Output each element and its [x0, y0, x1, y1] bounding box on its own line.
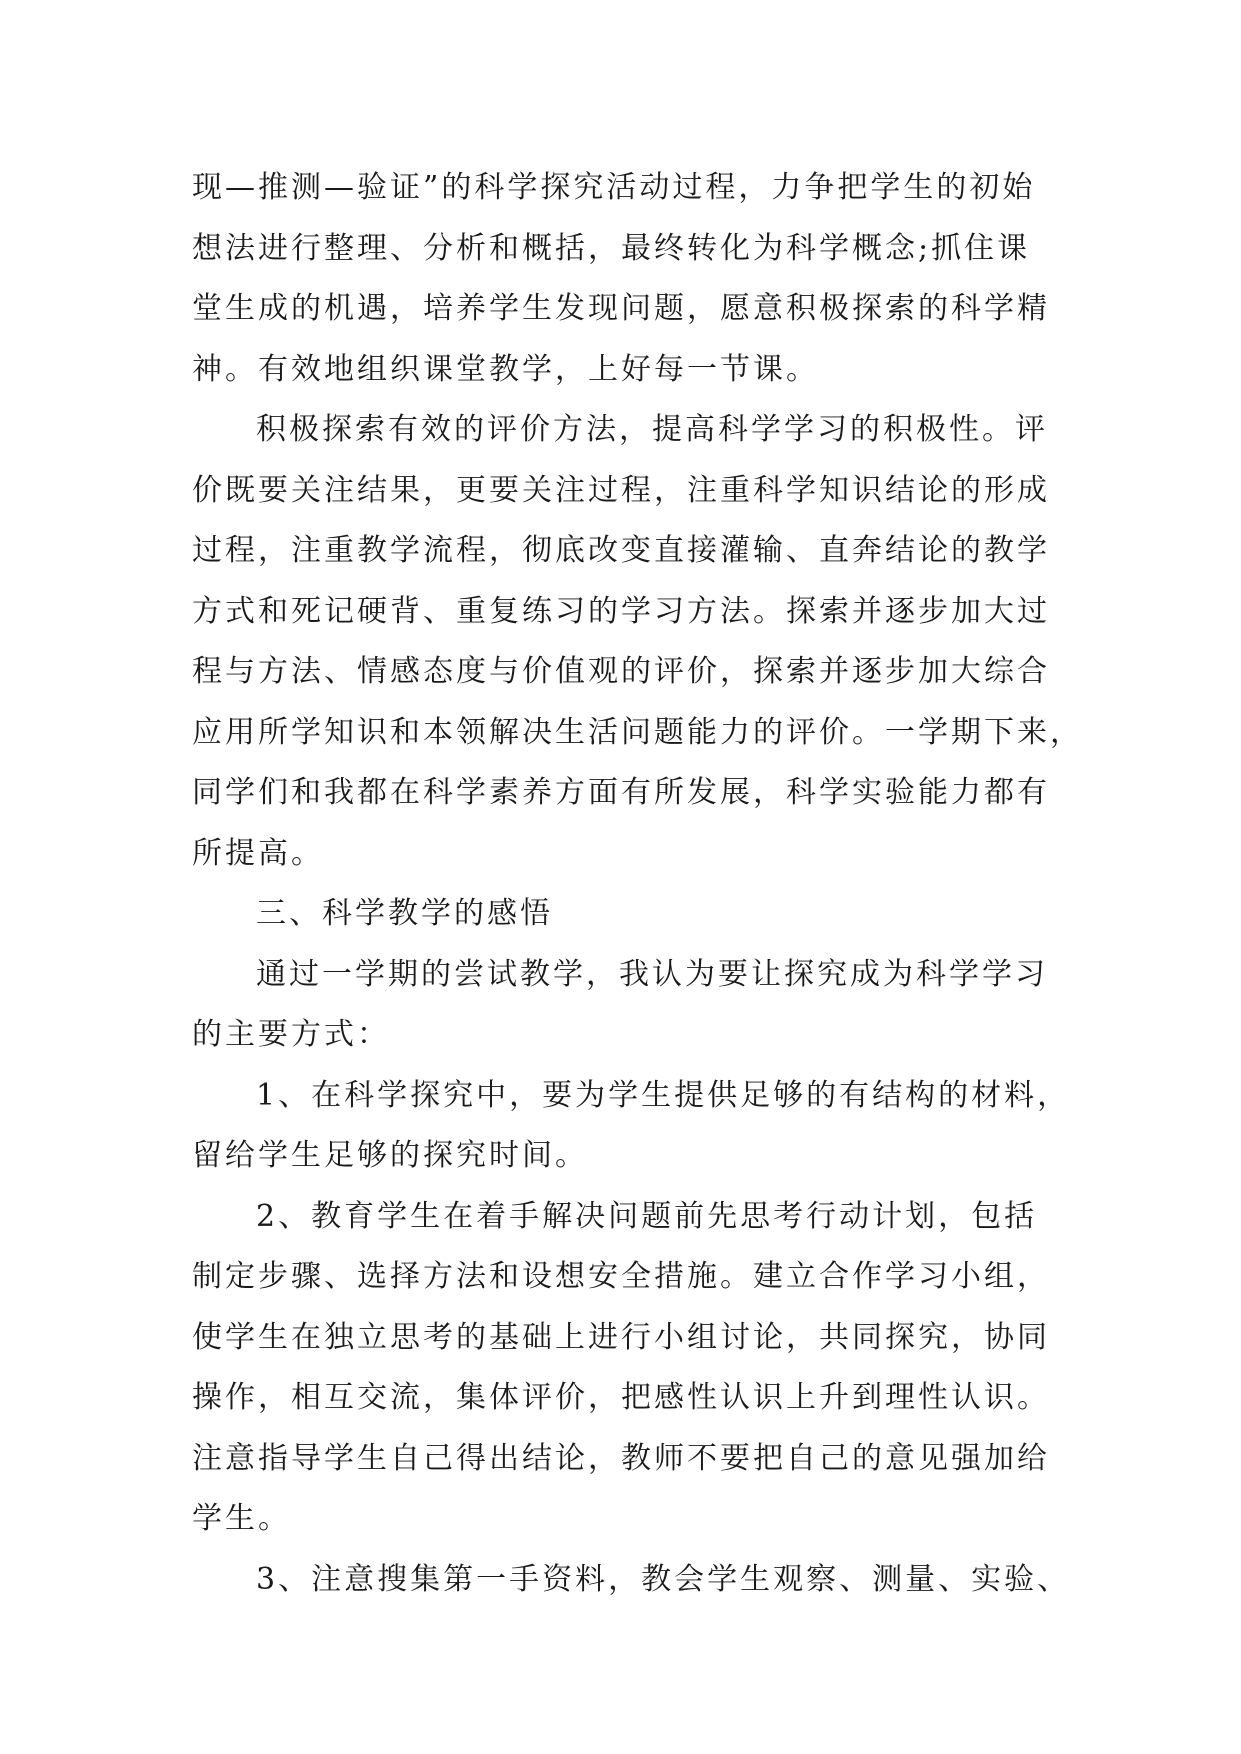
- list-item-line: 1、在科学探究中，要为学生提供足够的有结构的材料，: [256, 1077, 1071, 1113]
- text-line: 所提高。: [192, 835, 324, 871]
- document-body: [192, 158, 1083, 1610]
- text-line: 同学们和我都在科学素养方面有所发展，科学实验能力都有: [192, 775, 1050, 810]
- text-line: 过程，注重教学流程，彻底改变直接灌输、直奔结论的教学: [192, 533, 1050, 568]
- text-line: 程与方法、情感态度与价值观的评价，探索并逐步加大综合: [192, 654, 1050, 689]
- text-line: 想法进行整理、分析和概括，最终转化为科学概念;抓住课: [192, 230, 1031, 266]
- text-line: 方式和死记硬背、重复练习的学习方法。探索并逐步加大过: [192, 593, 1050, 629]
- list-item-line: 操作，相互交流，集体评价，把感性认识上升到理性认识。: [192, 1380, 1050, 1415]
- list-item-line: 留给学生足够的探究时间。: [192, 1138, 588, 1173]
- list-item-line: 3、注意搜集第一手资料，教会学生观察、测量、实验、: [256, 1561, 1071, 1597]
- text-line: 神。有效地组织课堂教学，上好每一节课。: [192, 351, 819, 387]
- text-line: 积极探索有效的评价方法，提高科学学习的积极性。评: [256, 412, 1048, 447]
- text-line: 现—推测—验证”的科学探究活动过程，力争把学生的初始: [192, 170, 1036, 205]
- text-line: 通过一学期的尝试教学，我认为要让探究成为科学学习: [256, 956, 1048, 992]
- list-item-line: 学生。: [192, 1501, 291, 1536]
- list-item-line: 注意指导学生自己得出结论，教师不要把自己的意见强加给: [192, 1440, 1050, 1476]
- section-heading: 三、科学教学的感悟: [256, 896, 553, 931]
- text-line: 的主要方式：: [192, 1017, 390, 1052]
- list-item-line: 使学生在独立思考的基础上进行小组讨论，共同探究，协同: [192, 1319, 1050, 1355]
- list-item-line: 2、教育学生在着手解决问题前先思考行动计划，包括: [256, 1198, 1038, 1234]
- list-item-line: 制定步骤、选择方法和设想安全措施。建立合作学习小组，: [192, 1259, 1050, 1294]
- text-line: 应用所学知识和本领解决生活问题能力的评价。一学期下来，: [192, 714, 1083, 750]
- text-line: 堂生成的机遇，培养学生发现问题，愿意积极探索的科学精: [192, 291, 1050, 326]
- text-line: 价既要关注结果，更要关注过程，注重科学知识结论的形成: [192, 472, 1050, 508]
